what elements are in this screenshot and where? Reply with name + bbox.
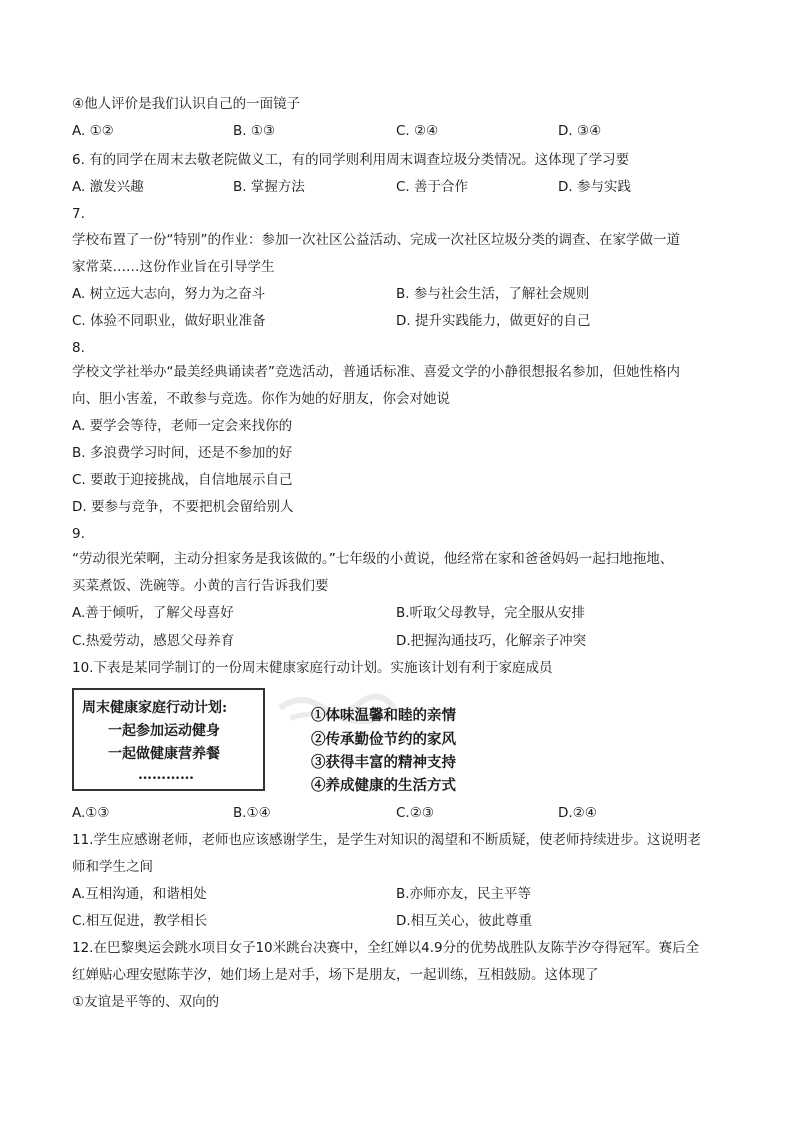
q9-stem-line-2: 买菜煮饭、洗碗等。小黄的言行告诉我们要	[72, 578, 329, 594]
q10-option-c: C.②③	[396, 805, 434, 821]
q6-option-a: A. 激发兴趣	[72, 179, 144, 195]
q6-option-d: D. 参与实践	[558, 179, 631, 195]
q5-option-a: A. ①②	[72, 123, 114, 139]
q10-option-b: B.①④	[233, 805, 271, 821]
q10-option-a: A.①③	[72, 805, 110, 821]
q7-option-c: C. 体验不同职业，做好职业准备	[72, 313, 266, 329]
q7-option-d: D. 提升实践能力，做更好的自己	[396, 313, 591, 329]
plan-item-1: 一起参加运动健身	[108, 723, 220, 739]
q12-stem-line-1: 12.在巴黎奥运会跳水项目女子10米跳台决赛中，全红婵以4.9分的优势战胜队友陈芋汐夺得冠军。赛后全	[72, 940, 700, 956]
q8-option-c: C. 要敢于迎接挑战，自信地展示自己	[72, 472, 293, 488]
q5-option-d: D. ③④	[558, 123, 602, 139]
q11-option-b: B.亦师亦友，民主平等	[396, 886, 532, 902]
q8-option-d: D. 要参与竞争，不要把机会留给别人	[72, 499, 294, 515]
q7-option-b: B. 参与社会生活，了解社会规则	[396, 286, 590, 302]
q8-stem-line-1: 学校文学社举办“最美经典诵读者”竞选活动，普通话标准、喜爱文学的小静很想报名参加，但她性格内	[72, 364, 680, 380]
q5-option-b: B. ①③	[233, 123, 276, 139]
q8-option-a: A. 要学会等待，老师一定会来找你的	[72, 418, 293, 434]
q7-stem-line-2: 家常菜……这份作业旨在引导学生	[72, 259, 275, 275]
q5-statement-4: ④他人评价是我们认识自己的一面镜子	[72, 96, 301, 112]
q10-option-d: D.②④	[558, 805, 597, 821]
weekend-plan-box	[72, 688, 265, 791]
q10-item-1: ①体味温馨和睦的亲情	[311, 707, 456, 724]
q8-stem-line-2: 向、胆小害羞，不敢参与竞选。你作为她的好朋友，你会对她说	[72, 391, 450, 407]
q10-item-2: ②传承勤俭节约的家风	[311, 731, 456, 748]
q11-stem-line-2: 师和学生之间	[72, 859, 153, 875]
q8-number: 8.	[72, 340, 85, 356]
q10-item-4: ④养成健康的生活方式	[311, 777, 456, 794]
q11-option-c: C.相互促进，教学相长	[72, 913, 208, 929]
q9-option-b: B.听取父母教导，完全服从安排	[396, 605, 586, 621]
q11-option-a: A.互相沟通，和谐相处	[72, 886, 207, 902]
plan-item-2: 一起做健康营养餐	[108, 746, 220, 762]
q12-statement-1: ①友谊是平等的、双向的	[72, 994, 220, 1010]
q5-option-c: C. ②④	[396, 123, 439, 139]
plan-title: 周末健康家庭行动计划:	[82, 700, 228, 716]
q6-option-c: C. 善于合作	[396, 179, 469, 195]
plan-ellipsis: …………	[138, 767, 194, 783]
q11-option-d: D.相互关心，彼此尊重	[396, 913, 533, 929]
q11-stem-line-1: 11.学生应感谢老师，老师也应该感谢学生，是学生对知识的渴望和不断质疑，使老师持续进步。这说明老	[72, 832, 701, 848]
q7-option-a: A. 树立远大志向，努力为之奋斗	[72, 286, 266, 302]
q10-stem: 10.下表是某同学制订的一份周末健康家庭行动计划。实施该计划有利于家庭成员	[72, 660, 553, 676]
q9-option-a: A.善于倾听，了解父母喜好	[72, 605, 234, 621]
q7-number: 7.	[72, 206, 85, 222]
q6-option-b: B. 掌握方法	[233, 179, 305, 195]
q9-number: 9.	[72, 526, 85, 542]
q10-item-3: ③获得丰富的精神支持	[311, 754, 456, 771]
q9-stem-line-1: “劳动很光荣啊，主动分担家务是我该做的。”七年级的小黄说，他经常在家和爸爸妈妈一起扫地拖地、	[72, 551, 674, 567]
q6-stem: 6. 有的同学在周末去敬老院做义工，有的同学则利用周末调查垃圾分类情况。这体现了学习要	[72, 152, 630, 168]
q9-option-c: C.热爱劳动，感恩父母养育	[72, 633, 235, 649]
q7-stem-line-1: 学校布置了一份“特别”的作业：参加一次社区公益活动、完成一次社区垃圾分类的调查、在家学做一道	[72, 232, 680, 248]
q9-option-d: D.把握沟通技巧，化解亲子冲突	[396, 633, 587, 649]
q8-option-b: B. 多浪费学习时间，还是不参加的好	[72, 445, 293, 461]
q12-stem-line-2: 红婵贴心理安慰陈芋汐，她们场上是对手，场下是朋友，一起训练，互相鼓励。这体现了	[72, 967, 599, 983]
